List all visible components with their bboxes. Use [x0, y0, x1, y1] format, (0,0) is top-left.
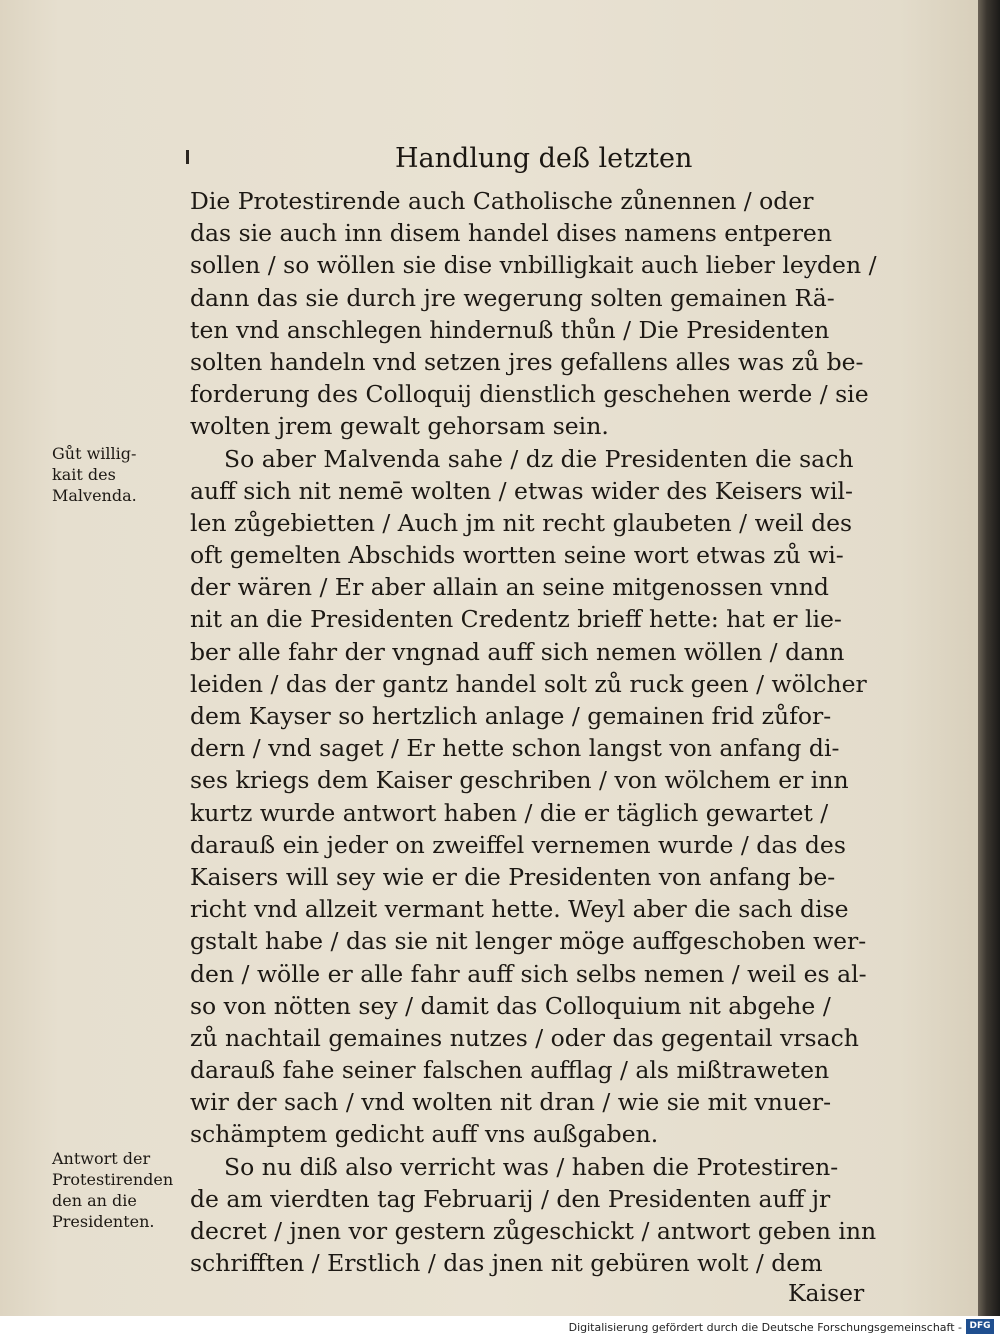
marginal-note-line: Presidenten. — [52, 1212, 155, 1231]
text-line: len zůgebietten / Auch jm nit recht glaubeten / weil des — [190, 508, 853, 537]
marginal-note-line: den an die — [52, 1191, 137, 1210]
text-line: der wären / Er aber allain an seine mitgenossen vnnd — [190, 573, 829, 602]
funding-credit: Digitalisierung gefördert durch die Deutsche Forschungsgemeinschaft - — [568, 1321, 962, 1334]
text-line: ses kriegs dem Kaiser geschriben / von wölchem er inn — [190, 766, 849, 795]
book-spine-shadow — [978, 0, 1000, 1316]
text-line: leiden / das der gantz handel solt zů ruck geen / wölcher — [190, 669, 867, 698]
text-line: gstalt habe / das sie nit lenger möge auffgeschoben wer- — [190, 927, 867, 956]
text-line: Die Protestirende auch Catholische zůnennen / oder — [190, 187, 814, 215]
text-line: ten vnd anschlegen hindernuß thůn / Die Presidenten — [190, 315, 830, 344]
text-line: sollen / so wöllen sie dise vnbilligkait auch lieber leyden / — [190, 251, 877, 280]
text-line: schrifften / Erstlich / das jnen nit gebüren wolt / dem — [190, 1249, 823, 1278]
text-line: nit an die Presidenten Credentz brieff hette: hat er lie- — [190, 605, 842, 634]
marginal-note — [52, 443, 184, 506]
text-line: ber alle fahr der vngnad auff sich nemen wöllen / dann — [190, 637, 845, 666]
text-line: wir der sach / vnd wolten nit dran / wie sie mit vnuer- — [190, 1088, 832, 1117]
marginal-note-line: kait des — [52, 465, 116, 484]
text-line: solten handeln vnd setzen jres gefallens alles was zů be- — [190, 347, 864, 376]
marginal-note-line: Malvenda. — [52, 486, 137, 505]
text-line: dern / vnd saget / Er hette schon langst von anfang di- — [190, 734, 840, 763]
body-text — [190, 185, 902, 1279]
text-line: Kaisers will sey wie er die Presidenten von anfang be- — [190, 862, 836, 891]
text-line: darauß ein jeder on zweiffel vernemen wurde / das des — [190, 830, 846, 859]
text-line: darauß fahe seiner falschen aufflag / als mißtraweten — [190, 1056, 830, 1085]
text-line: den / wölle er alle fahr auff sich selbs nemen / weil es al- — [190, 959, 867, 988]
marginal-note-line: Gůt willig- — [52, 444, 137, 463]
text-line: de am vierdten tag Februarij / den Presidenten auff jr — [190, 1184, 831, 1213]
text-line: kurtz wurde antwort haben / die er täglich gewartet / — [190, 798, 829, 827]
text-line: forderung des Colloquij dienstlich geschehen werde / sie — [190, 380, 869, 409]
text-line: decret / jnen vor gestern zůgeschickt / antwort geben inn — [190, 1217, 877, 1245]
marginal-note-line: Protestirenden — [52, 1170, 174, 1189]
text-line: So aber Malvenda sahe / dz die Presidenten die sach — [224, 444, 854, 473]
text-line: auff sich nit nemē wolten / etwas wider des Keisers wil- — [190, 476, 853, 505]
text-line: dem Kayser so hertzlich anlage / gemainen frid zůfor- — [190, 702, 832, 730]
running-head: Handlung deß letzten — [395, 143, 693, 174]
margin-mark — [186, 150, 189, 164]
marginal-note — [52, 1148, 184, 1232]
text-line: so von nötten sey / damit das Colloquium nit abgehe / — [190, 991, 831, 1020]
text-line: So nu diß also verricht was / haben die Protestiren- — [224, 1152, 839, 1181]
dfg-logo-icon: DFG — [966, 1319, 994, 1334]
text-line: oft gemelten Abschids wortten seine wort etwas zů wi- — [190, 541, 844, 570]
text-line: richt vnd allzeit vermant hette. Weyl aber die sach dise — [190, 895, 849, 924]
marginal-note-line: Antwort der — [52, 1149, 151, 1168]
text-line: schämptem gedicht auff vns außgaben. — [190, 1120, 659, 1149]
text-line: zů nachtail gemaines nutzes / oder das gegentail vrsach — [190, 1023, 859, 1052]
text-line: wolten jrem gewalt gehorsam sein. — [190, 412, 609, 441]
text-line: dann das sie durch jre wegerung solten gemainen Rä- — [190, 283, 835, 312]
text-line: das sie auch inn disem handel dises namens entperen — [190, 219, 832, 248]
catchword: Kaiser — [788, 1279, 865, 1307]
